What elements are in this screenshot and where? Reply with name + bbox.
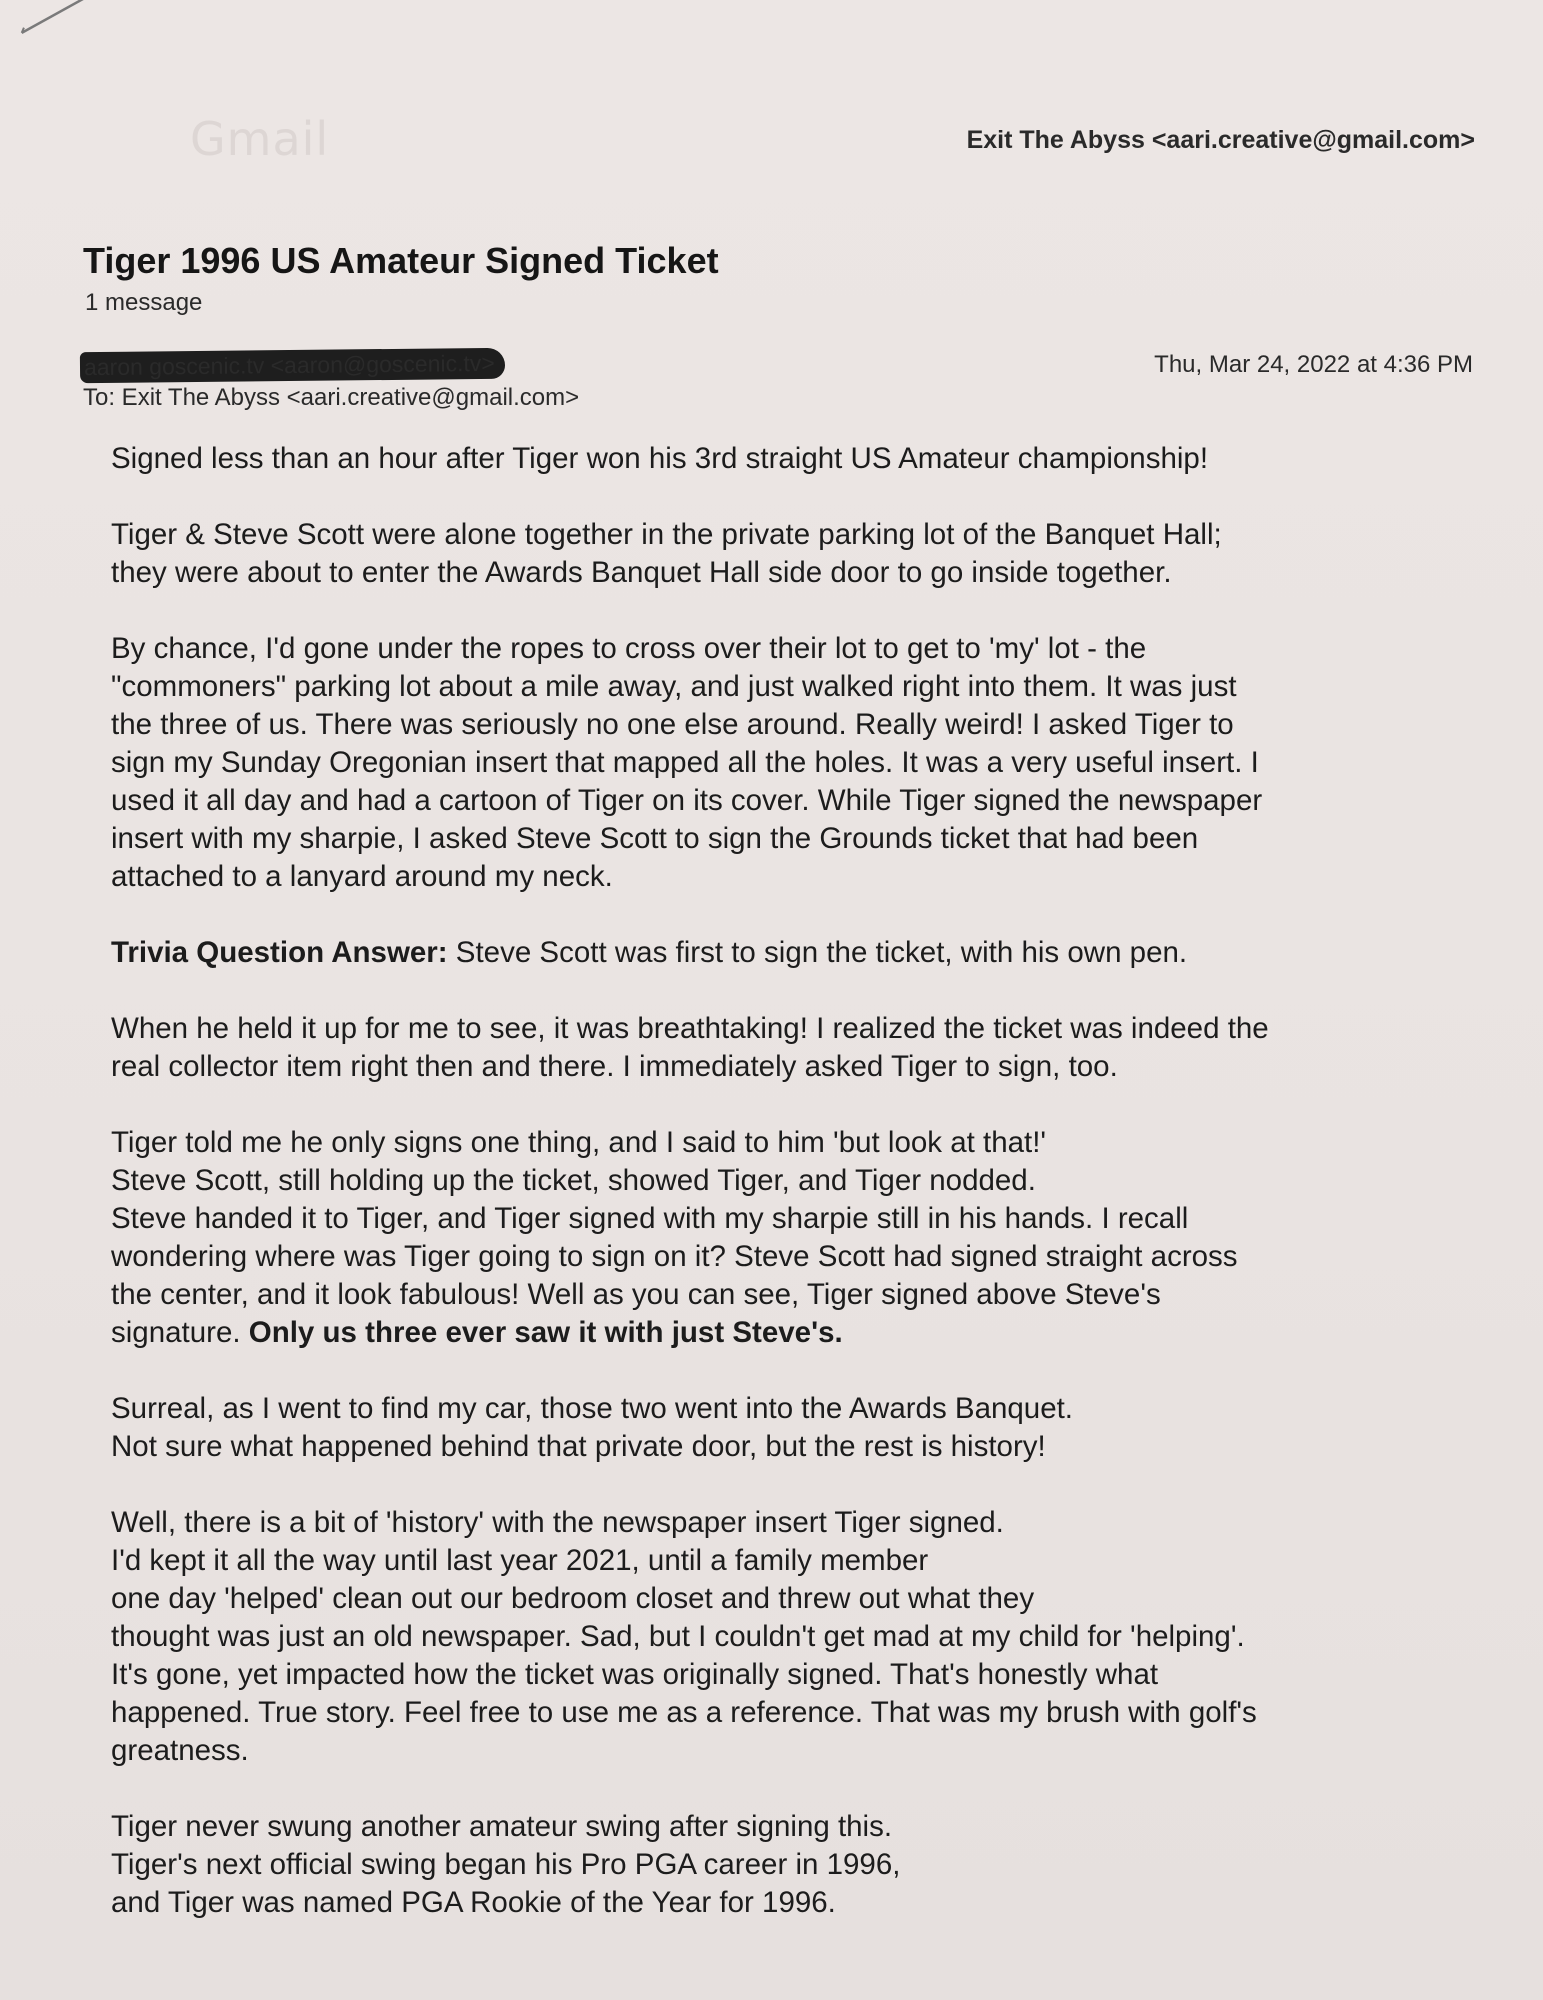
body-line: used it all day and had a cartoon of Tiger on its cover. While Tiger signed the newspaper	[111, 784, 1263, 817]
sender-redacted	[80, 348, 505, 383]
body-line: and Tiger was named PGA Rookie of the Year for 1996.	[111, 1886, 836, 1919]
body-line: Tiger told me he only signs one thing, and I said to him 'but look at that!'	[111, 1126, 1047, 1159]
signature-text: signature.	[111, 1316, 249, 1349]
gmail-logo: Gmail	[190, 112, 330, 166]
body-line: Tiger & Steve Scott were alone together in the private parking lot of the Banquet Hall;	[111, 518, 1222, 551]
body-line: Steve handed it to Tiger, and Tiger signed with my sharpie still in his hands. I recall	[111, 1202, 1189, 1235]
body-line: By chance, I'd gone under the ropes to cross over their lot to get to 'my' lot - the	[111, 632, 1147, 665]
trivia-answer: Steve Scott was first to sign the ticket, with his own pen.	[447, 936, 1188, 969]
body-line: Signed less than an hour after Tiger won his 3rd straight US Amateur championship!	[111, 442, 1209, 475]
body-line: greatness.	[111, 1734, 249, 1767]
body-line: attached to a lanyard around my neck.	[111, 860, 613, 893]
paragraph-7	[111, 1390, 1461, 1466]
email-subject: Tiger 1996 US Amateur Signed Ticket	[83, 240, 719, 281]
body-line: Surreal, as I went to find my car, those two went into the Awards Banquet.	[111, 1392, 1074, 1425]
body-line: sign my Sunday Oregonian insert that mapped all the holes. It was a very useful insert. I	[111, 746, 1259, 779]
paragraph-5	[111, 1010, 1461, 1086]
body-line: Tiger's next official swing began his Pro PGA career in 1996,	[111, 1848, 901, 1881]
staple-mark	[15, 0, 100, 35]
sender-address: aaron goscenic.tv <aaron@goscenic.tv>	[83, 349, 495, 381]
body-line: one day 'helped' clean out our bedroom closet and threw out what they	[111, 1582, 1035, 1615]
body-line: real collector item right then and there. I immediately asked Tiger to sign, too.	[111, 1050, 1118, 1083]
body-line: When he held it up for me to see, it was breathtaking! I realized the ticket was indeed the	[111, 1012, 1269, 1045]
body-line: It's gone, yet impacted how the ticket was originally signed. That's honestly what	[111, 1658, 1159, 1691]
email-body	[111, 440, 1461, 1960]
paragraph-3	[111, 630, 1461, 896]
body-line	[111, 1314, 1461, 1352]
trivia-label: Trivia Question Answer:	[111, 936, 448, 969]
body-line: Tiger never swung another amateur swing after signing this.	[111, 1810, 893, 1843]
account-address: Exit The Abyss <aari.creative@gmail.com>	[966, 126, 1475, 154]
paragraph-2	[111, 516, 1461, 592]
body-line: "commoners" parking lot about a mile away, and just walked right into them. It was just	[111, 670, 1237, 703]
body-line: insert with my sharpie, I asked Steve Scott to sign the Grounds ticket that had been	[111, 822, 1199, 855]
body-line: the three of us. There was seriously no one else around. Really weird! I asked Tiger to	[111, 708, 1234, 741]
body-line: Well, there is a bit of 'history' with the newspaper insert Tiger signed.	[111, 1506, 1004, 1539]
paragraph-6	[111, 1124, 1461, 1352]
body-line: wondering where was Tiger going to sign on it? Steve Scott had signed straight across	[111, 1240, 1238, 1273]
body-line: thought was just an old newspaper. Sad, but I couldn't get mad at my child for 'helping'.	[111, 1620, 1245, 1653]
body-line: happened. True story. Feel free to use me as a reference. That was my brush with golf's	[111, 1696, 1257, 1729]
paragraph-4	[111, 934, 1461, 972]
message-count: 1 message	[85, 289, 203, 316]
paragraph-8	[111, 1504, 1461, 1770]
body-line: the center, and it look fabulous! Well as you can see, Tiger signed above Steve's	[111, 1278, 1161, 1311]
paragraph-1	[111, 440, 1461, 478]
emphasis-text: Only us three ever saw it with just Steve's.	[248, 1316, 843, 1349]
email-date: Thu, Mar 24, 2022 at 4:36 PM	[1154, 351, 1473, 378]
body-line: I'd kept it all the way until last year 2021, until a family member	[111, 1544, 929, 1577]
body-line: Not sure what happened behind that private door, but the rest is history!	[111, 1430, 1046, 1463]
paragraph-9	[111, 1808, 1461, 1922]
body-line: they were about to enter the Awards Banquet Hall side door to go inside together.	[111, 556, 1172, 589]
body-line: Steve Scott, still holding up the ticket, showed Tiger, and Tiger nodded.	[111, 1164, 1036, 1197]
recipient-line: To: Exit The Abyss <aari.creative@gmail.com>	[83, 384, 580, 411]
